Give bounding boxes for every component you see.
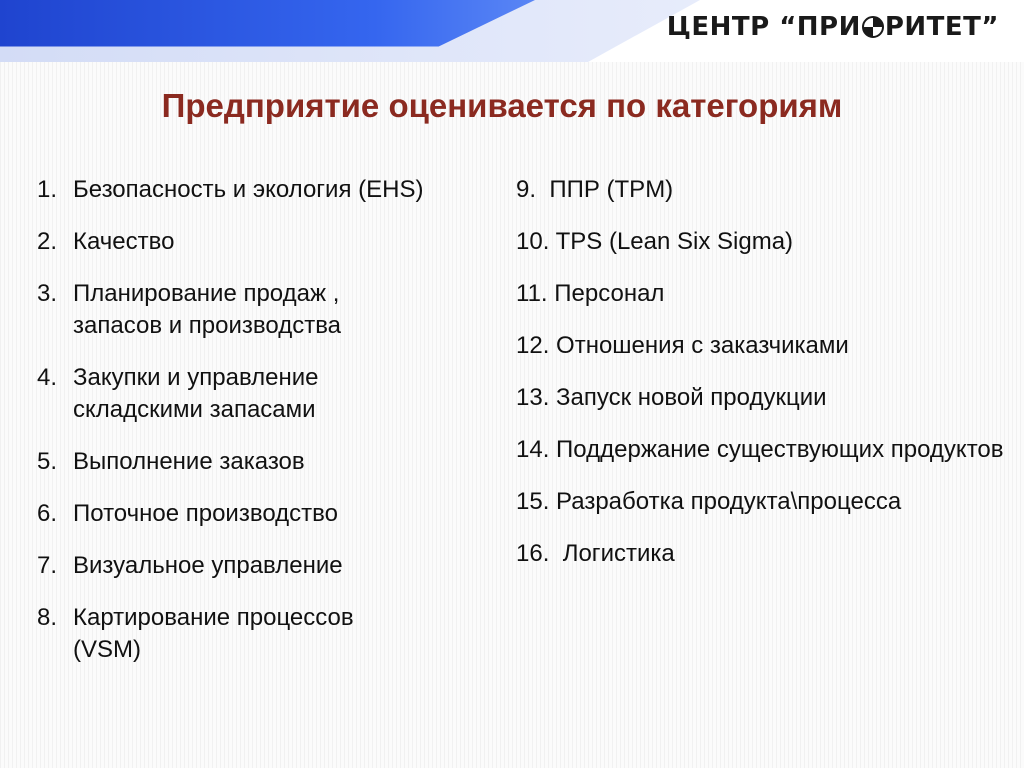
- item-text: ППР (TPM): [536, 176, 674, 203]
- logo-text-right: РИТЕТ”: [884, 12, 999, 42]
- item-text: Картирование процессов (VSM): [73, 604, 354, 663]
- item-text: Визуальное управление: [73, 552, 343, 579]
- item-number: 16.: [516, 540, 550, 567]
- item-number: 11.: [516, 280, 548, 307]
- list-item: [516, 434, 1004, 466]
- item-number: 9.: [516, 176, 537, 203]
- item-number: 1.: [37, 176, 58, 203]
- list-item: [516, 278, 1016, 310]
- list-item: [516, 330, 1016, 362]
- item-text: Планирование продаж , запасов и производства: [73, 280, 342, 339]
- item-number: 6.: [37, 500, 58, 527]
- item-number: 12.: [516, 332, 550, 359]
- logo: [667, 12, 999, 42]
- item-number: 13.: [516, 384, 550, 411]
- item-number: 2.: [37, 228, 58, 255]
- header-banner: [0, 0, 1024, 62]
- list-item: [37, 602, 507, 666]
- item-number: 4.: [37, 364, 58, 391]
- list-item: [37, 550, 507, 582]
- list-item: [37, 446, 507, 478]
- item-text: Разработка продукта\процесса: [549, 488, 902, 515]
- item-text: Качество: [73, 228, 175, 255]
- item-text: Закупки и управление складскими запасами: [73, 364, 319, 423]
- item-number: 8.: [37, 604, 58, 631]
- left-category-list: [37, 174, 507, 666]
- list-item: [37, 174, 507, 206]
- list-item: [37, 226, 507, 258]
- item-text: Поточное производство: [73, 500, 338, 527]
- item-text: TPS (Lean Six Sigma): [549, 228, 794, 255]
- list-item: [516, 226, 1016, 258]
- list-item: [516, 538, 1016, 570]
- logo-text-left: ЦЕНТР “ПРИ: [666, 12, 861, 42]
- list-item: [516, 174, 1016, 206]
- slide-title: Предприятие оценивается по категориям: [161, 87, 843, 124]
- list-item: [516, 382, 1016, 414]
- item-number: 3.: [37, 280, 58, 307]
- item-number: 7.: [37, 552, 58, 579]
- item-number: 5.: [37, 448, 58, 475]
- logo-emblem-icon: [862, 16, 884, 38]
- item-text: Запуск новой продукции: [549, 384, 827, 411]
- item-number: 10.: [516, 228, 550, 255]
- list-item: [37, 498, 507, 530]
- item-text: Безопасность и экология (EHS): [73, 176, 424, 203]
- item-text: Поддержание существующих продуктов: [549, 436, 1004, 463]
- list-item: [37, 362, 507, 426]
- item-text: Персонал: [547, 280, 665, 307]
- item-number: 14.: [516, 436, 550, 463]
- item-text: Выполнение заказов: [73, 448, 305, 475]
- list-item: [37, 278, 507, 342]
- right-category-list: [516, 174, 1016, 570]
- item-text: Отношения с заказчиками: [549, 332, 849, 359]
- item-text: Логистика: [549, 540, 675, 567]
- list-item: [516, 486, 1016, 518]
- item-number: 15.: [516, 488, 550, 515]
